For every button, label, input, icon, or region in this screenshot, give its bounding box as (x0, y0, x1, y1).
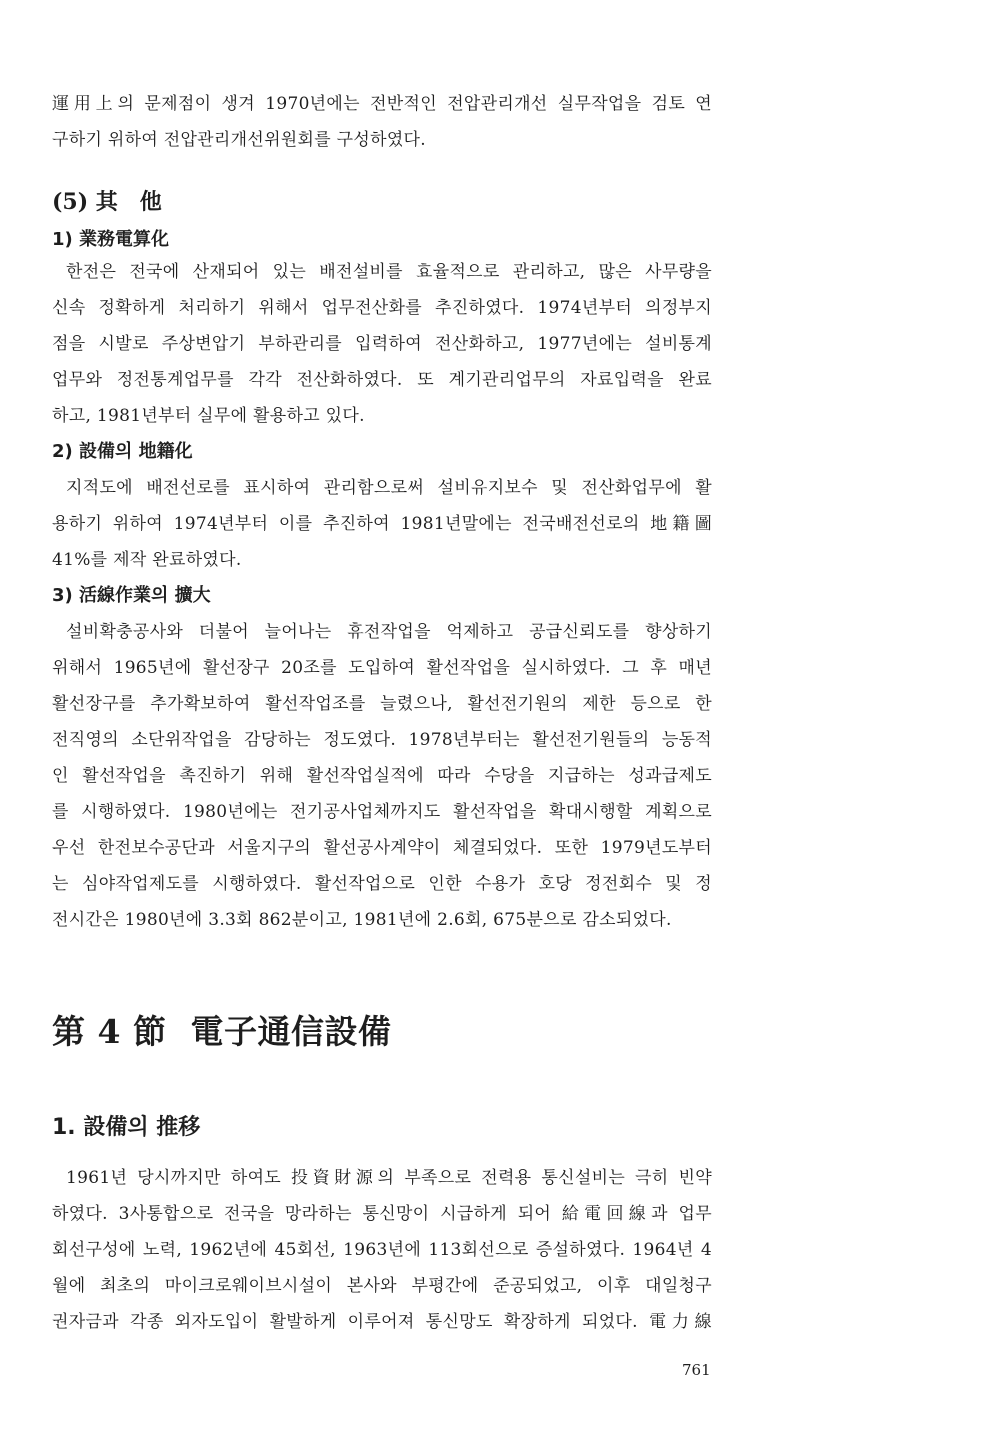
text-line: 한전은 전국에 산재되어 있는 배전설비를 효율적으로 관리하고, 많은 사무량을 (66, 262, 712, 282)
text-line: 41%를 제작 완료하였다. (52, 550, 242, 570)
text-line: 하였다. 3사통합으로 전국을 망라하는 통신망이 시급하게 되어 給電回線과 업무 (52, 1204, 712, 1224)
text-line: 지적도에 배전선로를 표시하여 관리함으로써 설비유지보수 및 전산화업무에 활 (66, 478, 712, 498)
text-line: 전직영의 소단위작업을 감당하는 정도였다. 1978년부터는 활선전기원들의 능동적 (52, 730, 712, 750)
subheading-live-line-work: 3) 活線作業의 擴大 (52, 585, 211, 606)
text-line: 업무와 정전통계업무를 각각 전산화하였다. 또 계기관리업무의 자료입력을 완료 (52, 370, 712, 390)
facility-trend-paragraph (52, 1160, 712, 1340)
subheading-business-computerization: 1) 業務電算化 (52, 229, 170, 250)
text-line: 1961년 당시까지만 하여도 投資財源의 부족으로 전력용 통신설비는 극히 빈약 (66, 1168, 712, 1188)
text-line: 월에 최초의 마이크로웨이브시설이 본사와 부평간에 준공되었고, 이후 대일청구 (52, 1276, 712, 1296)
text-line: 인 활선작업을 촉진하기 위해 활선작업실적에 따라 수당을 지급하는 성과급제도 (52, 766, 712, 786)
section-heading-facility-trend: 1. 設備의 推移 (52, 1115, 201, 1140)
text-line: 용하기 위하여 1974년부터 이를 추진하여 1981년말에는 전국배전선로의 地籍圖 (52, 514, 712, 534)
text-line: 구하기 위하여 전압관리개선위원회를 구성하였다. (52, 130, 426, 150)
business-computerization-paragraph (52, 254, 712, 434)
text-line: 는 심야작업제도를 시행하였다. 활선작업으로 인한 수용가 호당 정전회수 및 정 (52, 874, 712, 894)
chapter-heading (52, 1010, 391, 1054)
section-heading-other: (5) 其 他 (52, 189, 162, 215)
live-line-work-paragraph (52, 614, 712, 938)
text-line: 설비확충공사와 더불어 늘어나는 휴전작업을 억제하고 공급신뢰도를 향상하기 (66, 622, 712, 642)
chapter-title: 電子通信設備 (190, 1012, 392, 1051)
text-line: 우선 한전보수공단과 서울지구의 활선공사계약이 체결되었다. 또한 1979년도부터 (52, 838, 712, 858)
page-number: 761 (682, 1361, 711, 1379)
text-line: 하고, 1981년부터 실무에 활용하고 있다. (52, 406, 365, 426)
subheading-facility-cadastre: 2) 設備의 地籍化 (52, 441, 193, 462)
text-line: 위해서 1965년에 활선장구 20조를 도입하여 활선작업을 실시하였다. 그 후 매년 (52, 658, 712, 678)
facility-cadastre-paragraph (52, 470, 712, 578)
text-line: 회선구성에 노력, 1962년에 45회선, 1963년에 113회선으로 증설하였다. 1964년 4 (52, 1240, 712, 1260)
text-line: 運用上의 문제점이 생겨 1970년에는 전반적인 전압관리개선 실무작업을 검토 연 (52, 94, 712, 114)
text-line: 활선장구를 추가확보하여 활선작업조를 늘렸으나, 활선전기원의 제한 등으로 한 (52, 694, 712, 714)
text-line: 신속 정확하게 처리하기 위해서 업무전산화를 추진하였다. 1974년부터 의정부지 (52, 298, 712, 318)
text-line: 점을 시발로 주상변압기 부하관리를 입력하여 전산화하고, 1977년에는 설비통계 (52, 334, 712, 354)
text-line: 를 시행하였다. 1980년에는 전기공사업체까지도 활선작업을 확대시행할 계획으로 (52, 802, 712, 822)
intro-paragraph (52, 86, 712, 158)
text-line: 권자금과 각종 외자도입이 활발하게 이루어져 통신망도 확장하게 되었다. 電力線 (52, 1312, 712, 1332)
text-line: 전시간은 1980년에 3.3회 862분이고, 1981년에 2.6회, 675분으로 감소되었다. (52, 910, 672, 930)
chapter-number: 第 4 節 (52, 1012, 167, 1051)
